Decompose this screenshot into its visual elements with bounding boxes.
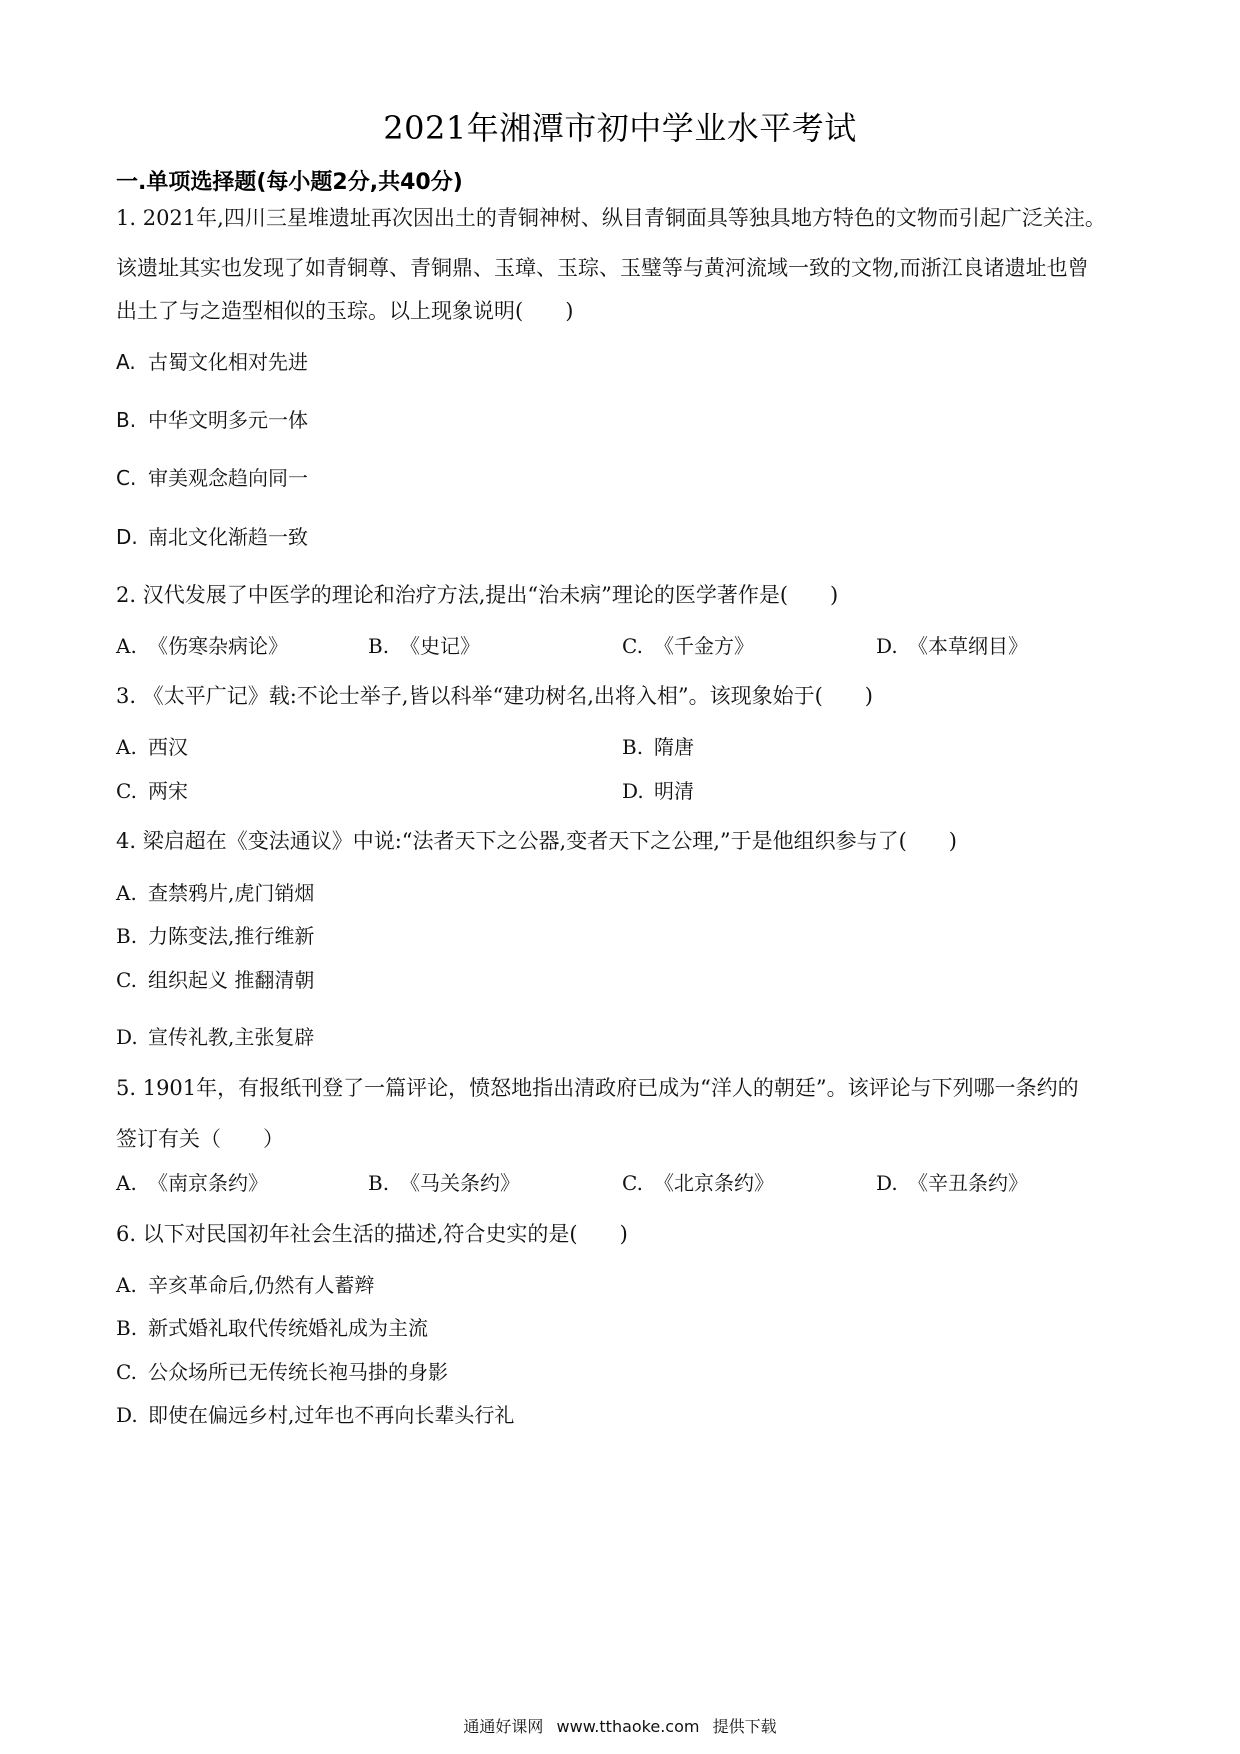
footer-url[interactable]: www.tthaoke.com (556, 1717, 700, 1736)
q1-option-d: D. 南北文化渐趋一致 (116, 525, 308, 549)
q3-option-c: C. 两宋 (116, 779, 188, 803)
q4-option-c: C. 组织起义 推翻清朝 (116, 968, 315, 992)
q1-line-2: 该遗址其实也发现了如青铜尊、青铜鼎、玉璋、玉琮、玉璧等与黄河流域一致的文物,而浙江良诸遗址也曾 (116, 256, 1089, 280)
q5-option-c: C. 《北京条约》 (622, 1171, 774, 1195)
q5-option-a: A. 《南京条约》 (116, 1171, 268, 1195)
q2-option-c: C. 《千金方》 (622, 634, 754, 658)
section-heading: 一.单项选择题(每小题2分,共40分) (116, 170, 463, 195)
q6-option-a: A. 辛亥革命后,仍然有人蓄辫 (116, 1273, 375, 1297)
q3-text: 3. 《太平广记》载:不论士举子,皆以科举“建功树名,出将入相”。该现象始于( ) (116, 684, 873, 708)
q4-option-a: A. 查禁鸦片,虎门销烟 (116, 881, 315, 905)
q6-text: 6. 以下对民国初年社会生活的描述,符合史实的是( ) (116, 1222, 628, 1246)
footer-note: 提供下载 (712, 1717, 777, 1736)
q1-line-3: 出土了与之造型相似的玉琮。以上现象说明( ) (116, 299, 574, 323)
q3-option-d: D. 明清 (622, 779, 694, 803)
q6-option-c: C. 公众场所已无传统长袍马掛的身影 (116, 1360, 448, 1384)
q4-option-d: D. 宣传礼教,主张复辟 (116, 1025, 315, 1049)
q2-option-a: A. 《伤寒杂病论》 (116, 634, 288, 658)
q3-option-a: A. 西汉 (116, 735, 188, 759)
exam-title: 2021年湘潭市初中学业水平考试 (383, 109, 857, 147)
q2-text: 2. 汉代发展了中医学的理论和治疗方法,提出“治未病”理论的医学著作是( ) (116, 583, 839, 607)
q1-line-1: 1. 2021年,四川三星堆遗址再次因出土的青铜神树、纵目青铜面具等独具地方特色的文物而引起广泛关注。 (116, 206, 1106, 230)
q6-option-b: B. 新式婚礼取代传统婚礼成为主流 (116, 1316, 428, 1340)
page-footer (0, 1716, 1240, 1738)
q2-option-d: D. 《本草纲目》 (876, 634, 1028, 658)
q1-option-c: C. 审美观念趋向同一 (116, 466, 308, 490)
footer-site-name: 通通好课网 (463, 1717, 544, 1736)
q1-option-a: A. 古蜀文化相对先进 (116, 350, 308, 374)
q5-option-d: D. 《辛丑条约》 (876, 1171, 1028, 1195)
q4-option-b: B. 力陈变法,推行维新 (116, 924, 315, 948)
q3-option-b: B. 隋唐 (622, 735, 694, 759)
q5-option-b: B. 《马关条约》 (368, 1171, 520, 1195)
q1-option-b: B. 中华文明多元一体 (116, 408, 308, 432)
q5-line-2: 签订有关（ ） (116, 1127, 284, 1151)
q2-option-b: B. 《史记》 (368, 634, 480, 658)
q4-text: 4. 梁启超在《变法通议》中说:“法者天下之公器,变者天下之公理,”于是他组织参与了( ) (116, 829, 957, 853)
q5-line-1: 5. 1901年，有报纸刊登了一篇评论，愤怒地指出清政府已成为“洋人的朝廷”。该评论与下列哪一条约的 (116, 1076, 1079, 1100)
q6-option-d: D. 即使在偏远乡村,过年也不再向长辈头行礼 (116, 1403, 515, 1427)
